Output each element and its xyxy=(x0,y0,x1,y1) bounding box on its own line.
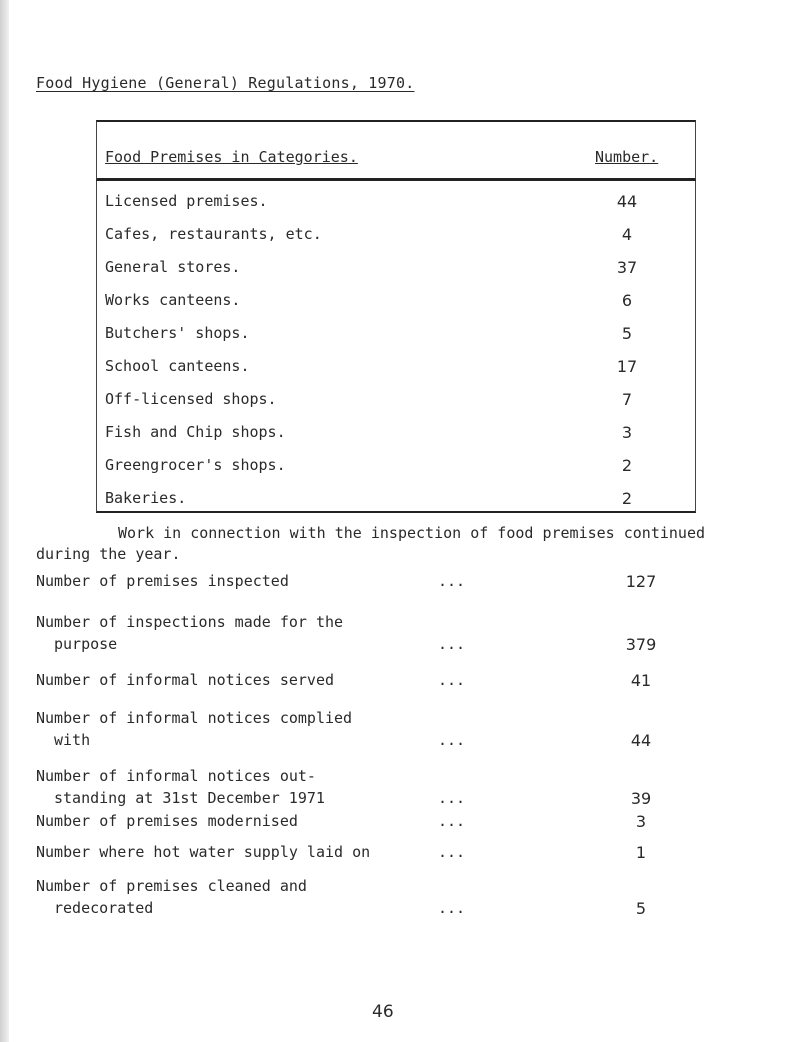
leader-dots: ... xyxy=(438,731,466,749)
leader-dots: ... xyxy=(438,789,466,807)
leader-dots: ... xyxy=(438,671,466,689)
stat-label: Number of inspections made for the xyxy=(36,613,344,631)
table-row xyxy=(97,412,695,445)
leader-dots: ... xyxy=(438,635,466,653)
leader-dots: ... xyxy=(438,843,466,861)
category-name: Off-licensed shops. xyxy=(105,390,277,408)
stat-value: 41 xyxy=(630,671,652,690)
header-number: Number. xyxy=(595,148,659,166)
stat-label: Number of premises inspected xyxy=(36,572,289,590)
table-row xyxy=(97,478,695,511)
stat-label-continued: purpose xyxy=(54,635,118,653)
stat-value: 3 xyxy=(635,812,647,831)
stat-value: 39 xyxy=(630,789,652,808)
table-row xyxy=(97,379,695,412)
stat-label: Number of premises cleaned and xyxy=(36,877,307,895)
category-number: 17 xyxy=(616,357,638,376)
category-name: Butchers' shops. xyxy=(105,324,250,342)
stat-value: 5 xyxy=(635,899,647,918)
category-number: 44 xyxy=(616,192,638,211)
table-header xyxy=(96,120,696,181)
table-body xyxy=(96,181,696,513)
category-name: School canteens. xyxy=(105,357,250,375)
stat-value: 44 xyxy=(630,731,652,750)
table-row xyxy=(97,247,695,280)
category-number: 2 xyxy=(621,489,633,508)
table-row xyxy=(97,445,695,478)
stat-label-continued: standing at 31st December 1971 xyxy=(54,789,325,807)
page-title: Food Hygiene (General) Regulations, 1970. xyxy=(36,74,415,92)
category-number: 4 xyxy=(621,225,633,244)
table-row xyxy=(97,181,695,214)
table-row xyxy=(97,214,695,247)
premises-table xyxy=(96,120,696,513)
category-name: Bakeries. xyxy=(105,489,187,507)
category-number: 6 xyxy=(621,291,633,310)
table-row xyxy=(97,346,695,379)
intro-line-2: during the year. xyxy=(36,545,181,563)
intro-paragraph xyxy=(36,523,796,565)
leader-dots: ... xyxy=(438,899,466,917)
stat-label: Number of informal notices complied xyxy=(36,709,353,727)
stat-value: 1 xyxy=(635,843,647,862)
stat-value: 127 xyxy=(625,572,657,591)
stat-label: Number of informal notices served xyxy=(36,671,335,689)
intro-line-1: Work in connection with the inspection of food premises continued xyxy=(118,524,705,542)
table-row xyxy=(97,280,695,313)
stat-label-continued: with xyxy=(54,731,91,749)
leader-dots: ... xyxy=(438,812,466,830)
page-number: 46 xyxy=(372,1002,394,1022)
category-name: Works canteens. xyxy=(105,291,241,309)
category-number: 3 xyxy=(621,423,633,442)
category-number: 7 xyxy=(621,390,633,409)
category-name: General stores. xyxy=(105,258,241,276)
category-name: Fish and Chip shops. xyxy=(105,423,286,441)
stat-label: Number of informal notices out- xyxy=(36,767,316,785)
stat-label-continued: redecorated xyxy=(54,899,154,917)
stat-label: Number of premises modernised xyxy=(36,812,298,830)
category-number: 2 xyxy=(621,456,633,475)
stat-value: 379 xyxy=(625,635,657,654)
category-number: 5 xyxy=(621,324,633,343)
stat-label: Number where hot water supply laid on xyxy=(36,843,371,861)
category-name: Greengrocer's shops. xyxy=(105,456,286,474)
header-category: Food Premises in Categories. xyxy=(105,148,358,166)
category-name: Cafes, restaurants, etc. xyxy=(105,225,322,243)
category-name: Licensed premises. xyxy=(105,192,268,210)
leader-dots: ... xyxy=(438,572,466,590)
category-number: 37 xyxy=(616,258,638,277)
page-edge-shadow xyxy=(0,0,9,1042)
table-row xyxy=(97,313,695,346)
